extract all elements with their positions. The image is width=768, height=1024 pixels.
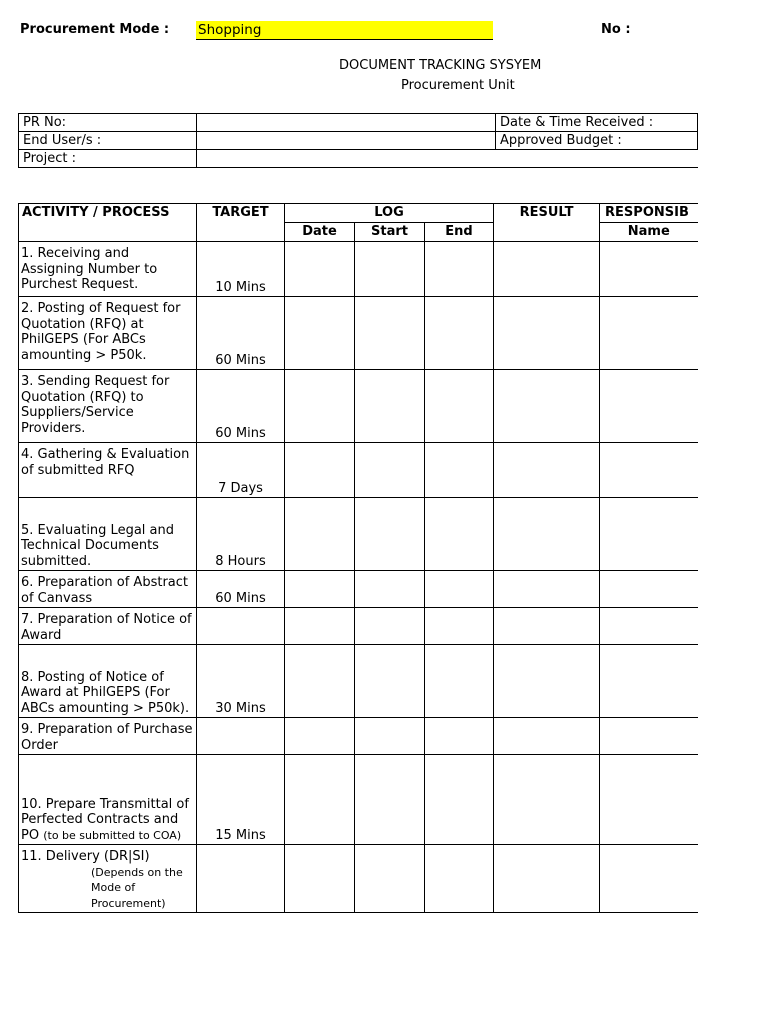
result-cell[interactable] [494, 645, 600, 718]
name-cell[interactable] [600, 755, 698, 845]
result-cell[interactable] [494, 845, 600, 913]
activity-cell: 1. Receiving and Assigning Number to Purchest Request. [19, 242, 197, 297]
result-cell[interactable] [494, 755, 600, 845]
result-cell[interactable] [494, 608, 600, 645]
activity-cell [19, 845, 197, 913]
log-end-cell[interactable] [425, 498, 494, 571]
log-date-cell[interactable] [285, 443, 355, 498]
name-cell[interactable] [600, 498, 698, 571]
table-row [19, 845, 698, 913]
log-end-cell[interactable] [425, 370, 494, 443]
document-subtitle: Procurement Unit [401, 78, 515, 93]
table-row [19, 755, 698, 845]
approved-budget-label: Approved Budget : [496, 132, 698, 150]
result-cell[interactable] [494, 571, 600, 608]
log-date-cell[interactable] [285, 571, 355, 608]
table-row [19, 571, 698, 608]
activity-process-header: ACTIVITY / PROCESS [19, 204, 197, 242]
log-date-cell[interactable] [285, 845, 355, 913]
name-header: Name [600, 223, 698, 242]
activity-cell: 9. Preparation of Purchase Order [19, 718, 197, 755]
date-time-received-label: Date & Time Received : [496, 114, 698, 132]
target-cell: 60 Mins [197, 571, 285, 608]
activity-cell: 6. Preparation of Abstract of Canvass [19, 571, 197, 608]
name-cell[interactable] [600, 297, 698, 370]
log-date-cell[interactable] [285, 498, 355, 571]
table-row [19, 608, 698, 645]
log-start-cell[interactable] [355, 297, 425, 370]
document-title: DOCUMENT TRACKING SYSYEM [339, 58, 542, 73]
result-cell[interactable] [494, 242, 600, 297]
end-users-label: End User/s : [19, 132, 197, 150]
name-cell[interactable] [600, 718, 698, 755]
log-start-cell[interactable] [355, 242, 425, 297]
document-number-label: No : [601, 22, 631, 37]
log-date-cell[interactable] [285, 297, 355, 370]
log-start-cell[interactable] [355, 443, 425, 498]
result-cell[interactable] [494, 297, 600, 370]
responsible-header: RESPONSIB [600, 204, 698, 223]
tracking-table [18, 203, 698, 913]
procurement-mode-field[interactable]: Shopping [196, 21, 493, 40]
target-header: TARGET [197, 204, 285, 242]
log-end-cell[interactable] [425, 718, 494, 755]
log-end-cell[interactable] [425, 242, 494, 297]
end-users-field[interactable] [197, 132, 496, 150]
log-end-cell[interactable] [425, 845, 494, 913]
name-cell[interactable] [600, 242, 698, 297]
pr-no-field[interactable] [197, 114, 496, 132]
activity-cell: 7. Preparation of Notice of Award [19, 608, 197, 645]
target-cell [197, 718, 285, 755]
target-cell: 60 Mins [197, 297, 285, 370]
result-cell[interactable] [494, 718, 600, 755]
header-row [19, 204, 698, 223]
date-header: Date [285, 223, 355, 242]
log-date-cell[interactable] [285, 608, 355, 645]
target-cell: 15 Mins [197, 755, 285, 845]
table-row [19, 242, 698, 297]
log-end-cell[interactable] [425, 645, 494, 718]
log-date-cell[interactable] [285, 755, 355, 845]
target-cell: 7 Days [197, 443, 285, 498]
activity-note: (to be submitted to COA) [43, 828, 182, 842]
result-cell[interactable] [494, 443, 600, 498]
log-end-cell[interactable] [425, 443, 494, 498]
target-cell: 30 Mins [197, 645, 285, 718]
log-header: LOG [285, 204, 494, 223]
project-field[interactable] [197, 150, 698, 168]
log-start-cell[interactable] [355, 498, 425, 571]
result-header: RESULT [494, 204, 600, 242]
table-row [19, 645, 698, 718]
name-cell[interactable] [600, 370, 698, 443]
info-row [19, 132, 698, 150]
activity-text: 11. Delivery (DR|SI) [21, 849, 150, 864]
activity-cell: 8. Posting of Notice of Award at PhilGEPS (For ABCs amounting > P50k). [19, 645, 197, 718]
start-header: Start [355, 223, 425, 242]
log-end-cell[interactable] [425, 571, 494, 608]
target-cell [197, 608, 285, 645]
log-end-cell[interactable] [425, 608, 494, 645]
log-start-cell[interactable] [355, 645, 425, 718]
log-end-cell[interactable] [425, 297, 494, 370]
activity-cell: 3. Sending Request for Quotation (RFQ) to Suppliers/Service Providers. [19, 370, 197, 443]
table-row [19, 498, 698, 571]
name-cell[interactable] [600, 845, 698, 913]
result-cell[interactable] [494, 370, 600, 443]
result-cell[interactable] [494, 498, 600, 571]
log-start-cell[interactable] [355, 718, 425, 755]
log-date-cell[interactable] [285, 645, 355, 718]
name-cell[interactable] [600, 645, 698, 718]
info-table [18, 113, 698, 168]
target-cell: 10 Mins [197, 242, 285, 297]
table-row [19, 370, 698, 443]
name-cell[interactable] [600, 608, 698, 645]
log-start-cell[interactable] [355, 845, 425, 913]
log-date-cell[interactable] [285, 242, 355, 297]
name-cell[interactable] [600, 571, 698, 608]
table-row [19, 718, 698, 755]
info-row [19, 150, 698, 168]
target-cell: 8 Hours [197, 498, 285, 571]
procurement-mode-label: Procurement Mode : [20, 22, 170, 37]
name-cell[interactable] [600, 443, 698, 498]
activity-cell: 5. Evaluating Legal and Technical Documents submitted. [19, 498, 197, 571]
log-start-cell[interactable] [355, 608, 425, 645]
info-row [19, 114, 698, 132]
activity-text: 10. Prepare Transmittal of Perfected Contracts and PO [21, 796, 189, 843]
log-start-cell[interactable] [355, 370, 425, 443]
table-row [19, 297, 698, 370]
target-cell [197, 845, 285, 913]
log-start-cell[interactable] [355, 755, 425, 845]
project-label: Project : [19, 150, 197, 168]
activity-cell: 4. Gathering & Evaluation of submitted RFQ [19, 443, 197, 498]
log-start-cell[interactable] [355, 571, 425, 608]
end-header: End [425, 223, 494, 242]
table-row [19, 443, 698, 498]
log-end-cell[interactable] [425, 755, 494, 845]
log-date-cell[interactable] [285, 718, 355, 755]
target-cell: 60 Mins [197, 370, 285, 443]
pr-no-label: PR No: [19, 114, 197, 132]
log-date-cell[interactable] [285, 370, 355, 443]
activity-note: (Depends on the Mode of Procurement) [91, 865, 183, 910]
activity-cell: 2. Posting of Request for Quotation (RFQ) at PhilGEPS (For ABCs amounting > P50k. [19, 297, 197, 370]
activity-cell [19, 755, 197, 845]
